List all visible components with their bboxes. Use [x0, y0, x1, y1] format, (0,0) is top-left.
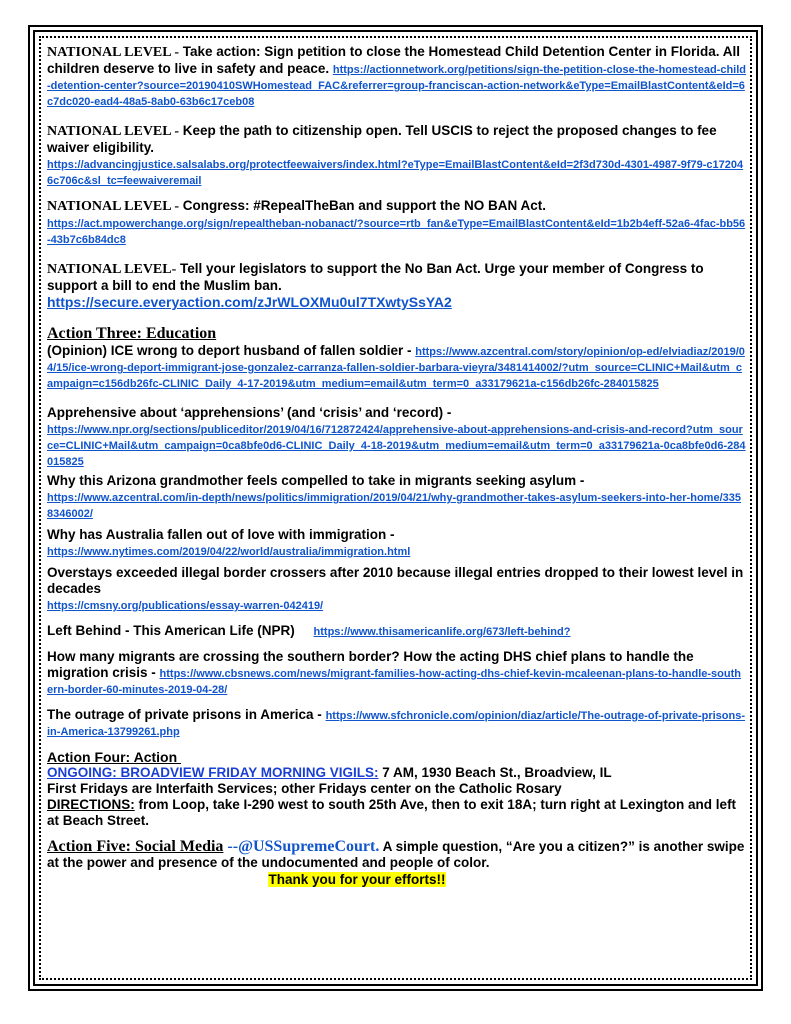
action-three-heading: Action Three: Education	[47, 325, 217, 342]
directions-label: DIRECTIONS:	[47, 797, 135, 812]
everyaction-link[interactable]: https://secure.everyaction.com/zJrWLOXMu0ul7TXwtySsYA2	[47, 294, 452, 310]
vigil-info: ONGOING: BROADVIEW FRIDAY MORNING VIGILS: 7 AM, 1930 Beach St., Broadview, IL First Fridays are Interfaith Services; other Fridays center on the Catholic Rosary DIRECTIONS: from Loop, take I-290 west to south 25th Ave, then to exit 18A; turn right at Lexington and left at Beach Street.	[47, 765, 737, 828]
national-item	[47, 44, 747, 109]
national-text: Keep the path to citizenship open. Tell USCIS to reject the proposed changes to fee waiver eligibility.	[47, 123, 717, 155]
action-five-heading: Action Five: Social Media	[47, 838, 224, 855]
article-link[interactable]: https://www.thisamericanlife.org/673/left-behind?	[313, 626, 571, 638]
article-link[interactable]: https://www.sfchronicle.com/opinion/diaz/article/The-outrage-of-private-prisons-in-America-13799261.php	[47, 710, 746, 738]
national-text: Congress: #RepealTheBan and support the NO BAN Act.	[179, 198, 547, 213]
national-text: Tell your legislators to support the No Ban Act. Urge your member of Congress to support a bill to end the Muslim ban.	[47, 261, 704, 293]
national-prefix: NATIONAL LEVEL -	[47, 45, 179, 60]
education-item: Left Behind - This American Life (NPR) https://www.thisamericanlife.org/673/left-behind?	[47, 623, 571, 638]
supreme-court-handle: --@USSupremeCourt.	[223, 838, 380, 855]
national-prefix: NATIONAL LEVEL -	[47, 199, 179, 214]
article-link[interactable]: https://cmsny.org/publications/essay-warren-042419/	[47, 600, 324, 612]
article-link[interactable]: https://www.npr.org/sections/publiceditor/2019/04/16/712872424/apprehensive-about-apprehensions-and-crisis-and-record?utm_source=CLINIC+Mail&utm_campaign=0ca8bfe0d6-CLINIC_Daily_4-18-2019&utm_medium=email&utm_term=0_a33179621a-0ca8bfe0d6-284015825	[47, 424, 746, 468]
action-five-block	[47, 839, 747, 871]
national-prefix: NATIONAL LEVEL -	[47, 124, 179, 139]
article-link[interactable]: https://www.nytimes.com/2019/04/22/world/australia/immigration.html	[47, 546, 411, 558]
article-link[interactable]: https://www.cbsnews.com/news/migrant-families-how-acting-dhs-chief-kevin-mcaleenan-plans-to-handle-southern-border-60-minutes-2019-04-28/	[47, 668, 741, 696]
education-item: Why this Arizona grandmother feels compelled to take in migrants seeking asylum - https://www.azcentral.com/in-depth/news/politics/immigration/2019/04/21/why-grandmother-takes-asylum-seekers-into-her-home/3358346002/	[47, 473, 741, 520]
education-item: How many migrants are crossing the southern border? How the acting DHS chief plans to handle the migration crisis - https://www.cbsnews.com/news/migrant-families-how-acting-dhs-chief-kevin-mcaleenan-plans-to-handle-southern-border-60-minutes-2019-04-28/	[47, 649, 741, 696]
education-item: (Opinion) ICE wrong to deport husband of fallen soldier - https://www.azcentral.com/story/opinion/op-ed/elviadiaz/2019/04/15/ice-wrong-deport-immigrant-jose-gonzalez-carranza-fallen-soldier-barbara-vieyra/3481414002/?utm_source=CLINIC+Mail&utm_campaign=c156db26fc-CLINIC_Daily_4-17-2019&utm_medium=email&utm_term=0_a33179621a-c156db26fc-284015825	[47, 343, 745, 390]
action-five-text: A simple question, “Are you a citizen?” is another swipe at the power and presence of the undocumented and people of color.	[47, 839, 745, 870]
thanks-message: Thank you for your efforts!!	[268, 872, 446, 887]
education-item: Why has Australia fallen out of love with immigration - https://www.nytimes.com/2019/04/22/world/australia/immigration.html	[47, 527, 411, 558]
national-prefix: NATIONAL LEVEL-	[47, 262, 177, 277]
education-item: The outrage of private prisons in America - https://www.sfchronicle.com/opinion/diaz/article/The-outrage-of-private-prisons-in-America-13799261.php	[47, 707, 746, 738]
education-item: Overstays exceeded illegal border crossers after 2010 because illegal entries dropped to their lowest level in decades https://cmsny.org/publications/essay-warren-042419/	[47, 565, 744, 612]
petition-link[interactable]: https://actionnetwork.org/petitions/sign-the-petition-close-the-homestead-child-detention-center?source=20190410SWHomestead_FAC&referrer=group-franciscan-action-network&eType=EmailBlastContent&eId=6c7dc020-ead4-48a5-8ab0-63b6c17ceb08	[47, 64, 746, 108]
directions-text: from Loop, take I-290 west to south 25th Ave, then to exit 18A; turn right at Lexington and left at Beach Street.	[47, 797, 737, 828]
vigil-services-line: First Fridays are Interfaith Services; other Fridays center on the Catholic Rosary	[47, 781, 562, 796]
page-content	[47, 44, 747, 889]
national-item	[47, 123, 747, 188]
national-text: Take action: Sign petition to close the Homestead Child Detention Center in Florida. All children deserve to live in safety and peace.	[47, 44, 741, 76]
national-item	[47, 261, 747, 311]
national-item	[47, 198, 747, 247]
article-link[interactable]: https://www.azcentral.com/story/opinion/op-ed/elviadiaz/2019/04/15/ice-wrong-deport-immigrant-jose-gonzalez-carranza-fallen-soldier-barbara-vieyra/3481414002/?utm_source=CLINIC+Mail&utm_campaign=c156db26fc-CLINIC_Daily_4-17-2019&utm_medium=email&utm_term=0_a33179621a-c156db26fc-284015825	[47, 346, 745, 390]
repeal-ban-link[interactable]: https://act.mpowerchange.org/sign/repealtheban-nobanact/?source=rtb_fan&eType=EmailBlastContent&eId=1b2b4eff-52a6-4fac-bb56-43b7c6b84dc8	[47, 218, 746, 246]
fee-waiver-link[interactable]: https://advancingjustice.salsalabs.org/protectfeewaivers/index.html?eType=EmailBlastContent&eId=2f3d730d-4301-4987-9f79-c172046c706c&sl_tc=feewaiveremail	[47, 159, 744, 187]
action-four-heading: Action Four: Action	[47, 749, 182, 765]
education-item: Apprehensive about ‘apprehensions’ (and ‘crisis’ and ‘record) - https://www.npr.org/sections/publiceditor/2019/04/16/712872424/apprehensive-about-apprehensions-and-crisis-and-record?utm_source=CLINIC+Mail&utm_campaign=0ca8bfe0d6-CLINIC_Daily_4-18-2019&utm_medium=email&utm_term=0_a33179621a-0ca8bfe0d6-284015825	[47, 405, 746, 468]
ongoing-vigils: ONGOING: BROADVIEW FRIDAY MORNING VIGILS:	[47, 765, 379, 780]
article-link[interactable]: https://www.azcentral.com/in-depth/news/politics/immigration/2019/04/21/why-grandmother-takes-asylum-seekers-into-her-home/3358346002/	[47, 492, 741, 520]
